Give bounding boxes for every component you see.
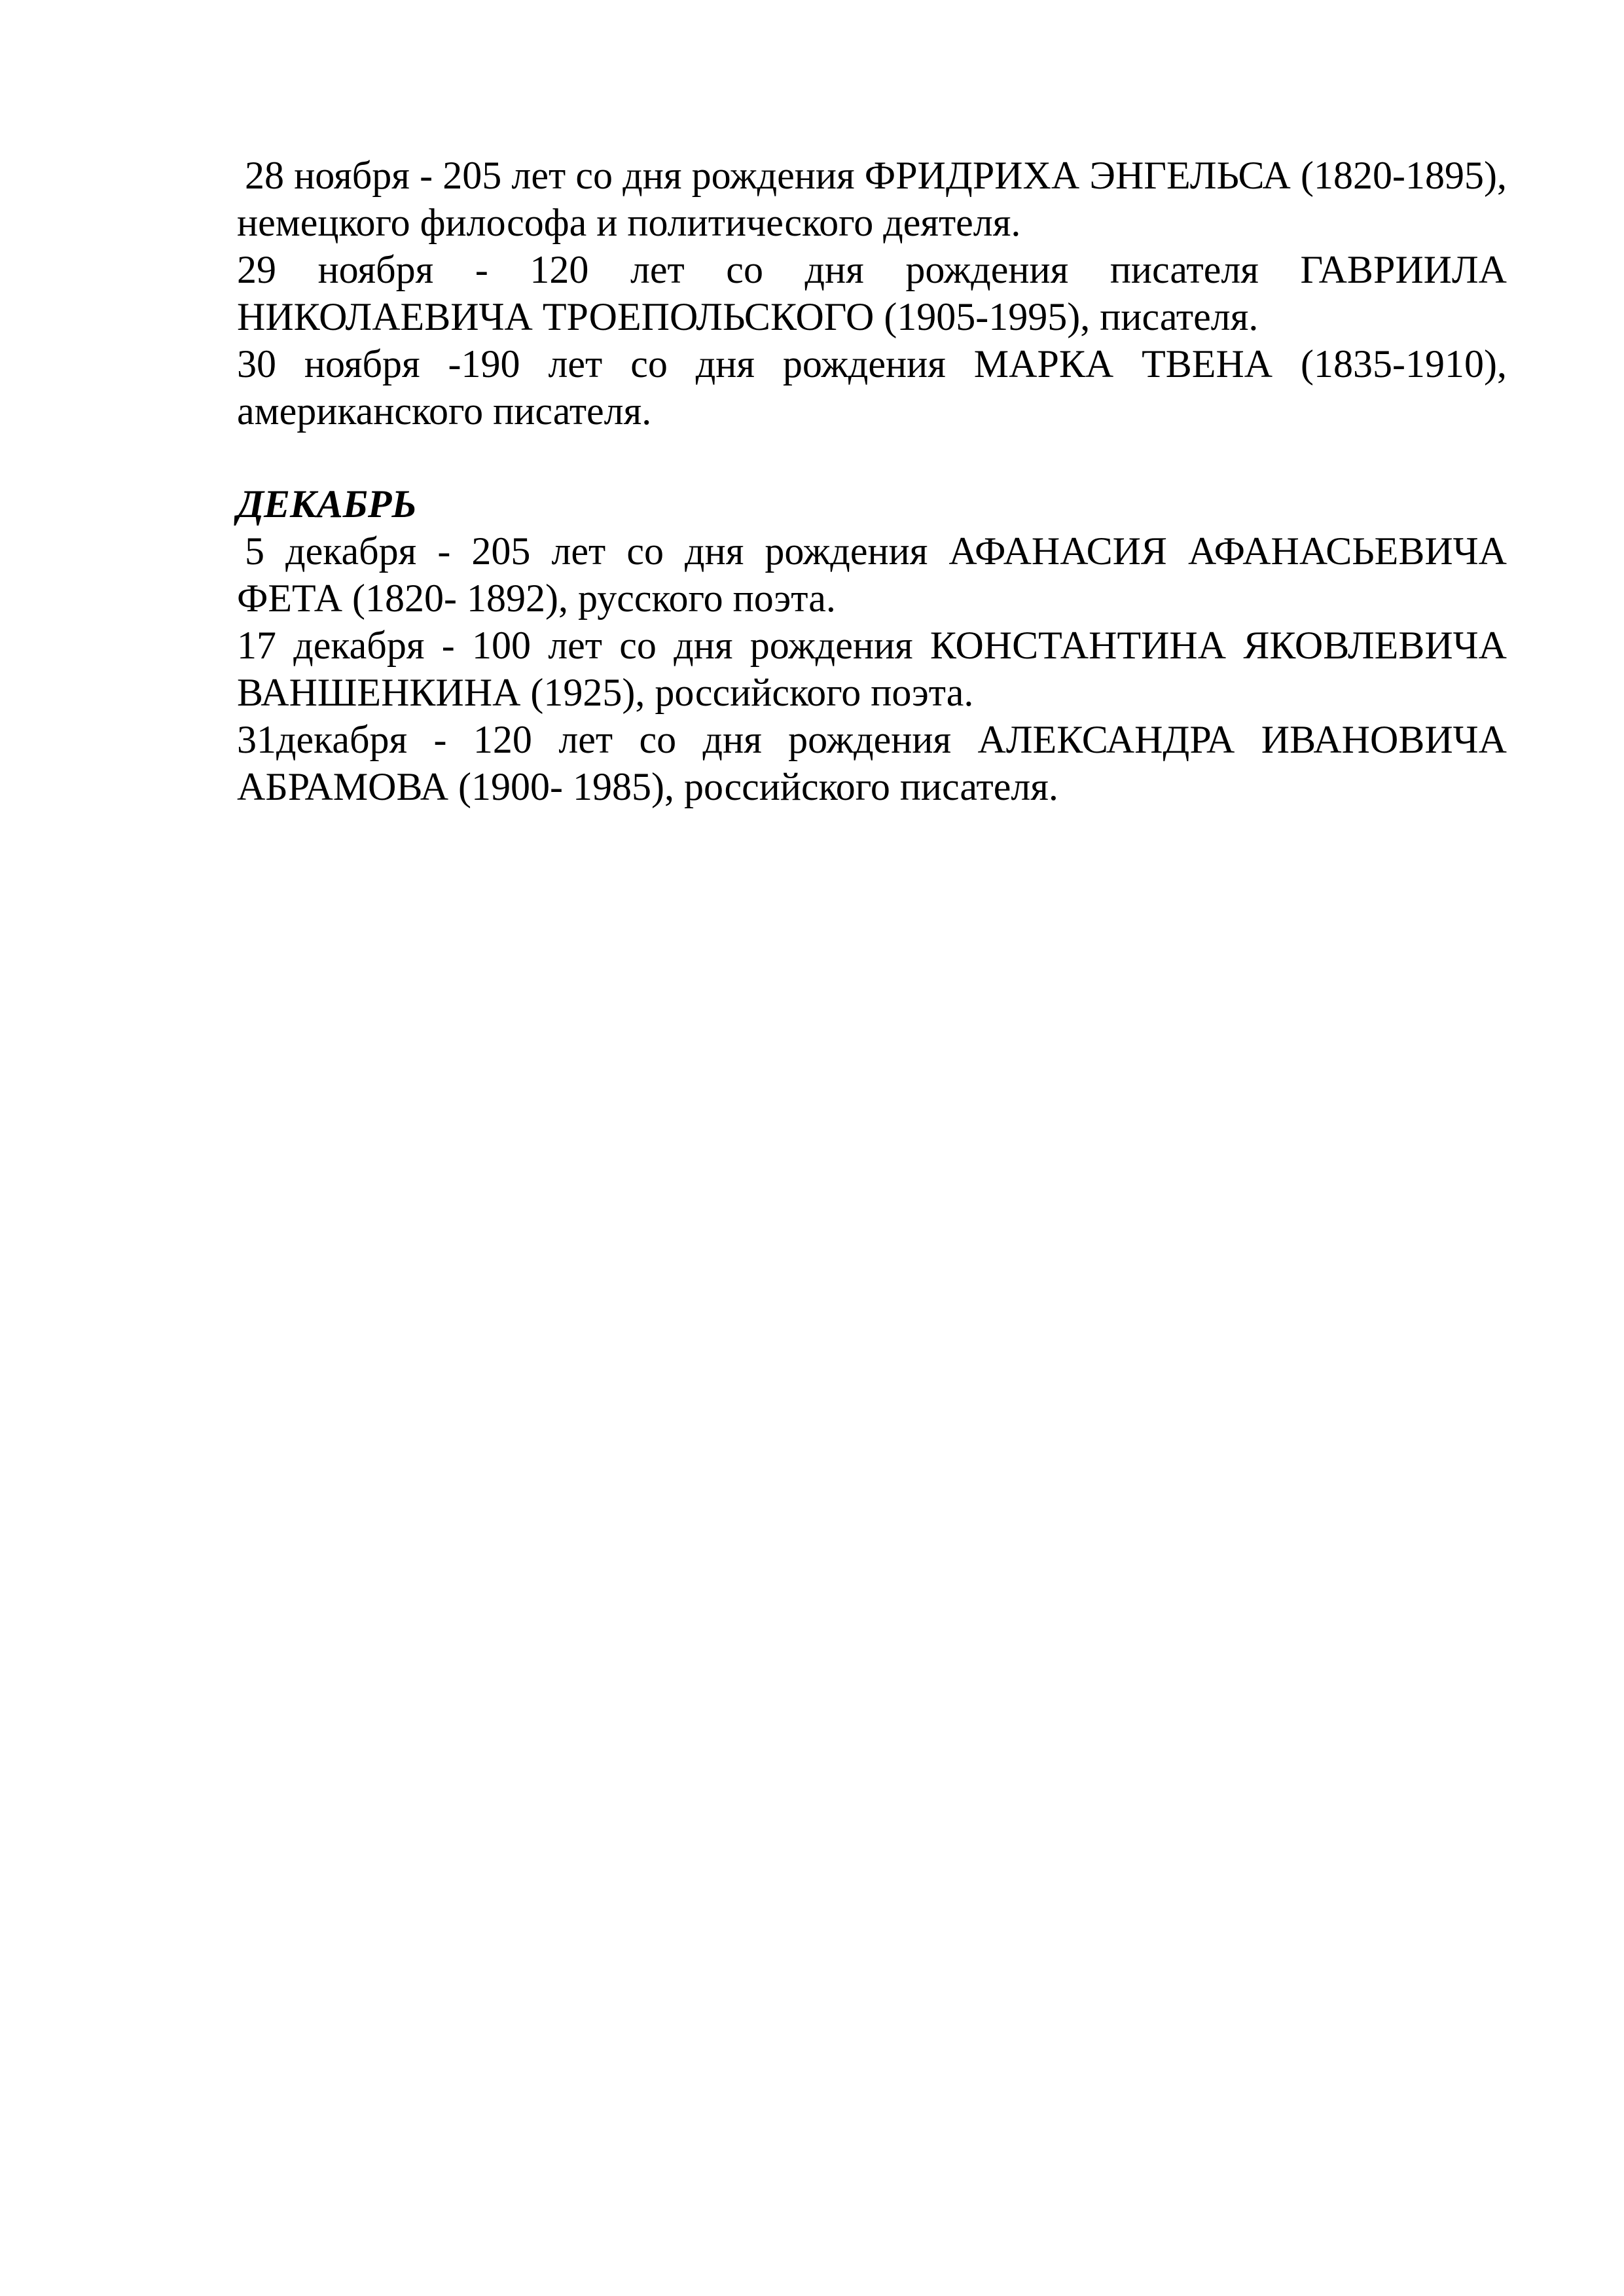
month-heading-december: ДЕКАБРЬ: [237, 482, 417, 526]
anniversary-entry-engels: 28 ноября - 205 лет со дня рождения ФРИДРИХА ЭНГЕЛЬСА (1820-1895), немецкого философа и политического деятеля.: [237, 154, 1507, 244]
anniversary-entry-vanshenkin: 17 декабря - 100 лет со дня рождения КОНСТАНТИНА ЯКОВЛЕВИЧА ВАНШЕНКИНА (1925), российского поэта.: [237, 624, 1507, 714]
document-body: [237, 152, 1507, 810]
anniversary-entry-troepolsky: 29 ноября - 120 лет со дня рождения писателя ГАВРИИЛА НИКОЛАЕВИЧА ТРОЕПОЛЬСКОГО (1905-1995), писателя.: [237, 248, 1507, 338]
anniversary-entry-abramov: 31декабря - 120 лет со дня рождения АЛЕКСАНДРА ИВАНОВИЧА АБРАМОВА (1900- 1985), российского писателя.: [237, 718, 1507, 808]
anniversary-entry-fet: 5 декабря - 205 лет со дня рождения АФАНАСИЯ АФАНАСЬЕВИЧА ФЕТА (1820- 1892), русского поэта.: [237, 529, 1507, 620]
anniversary-entry-twain: 30 ноября -190 лет со дня рождения МАРКА ТВЕНА (1835-1910), американского писателя.: [237, 342, 1507, 433]
section-spacer: [237, 435, 1507, 480]
